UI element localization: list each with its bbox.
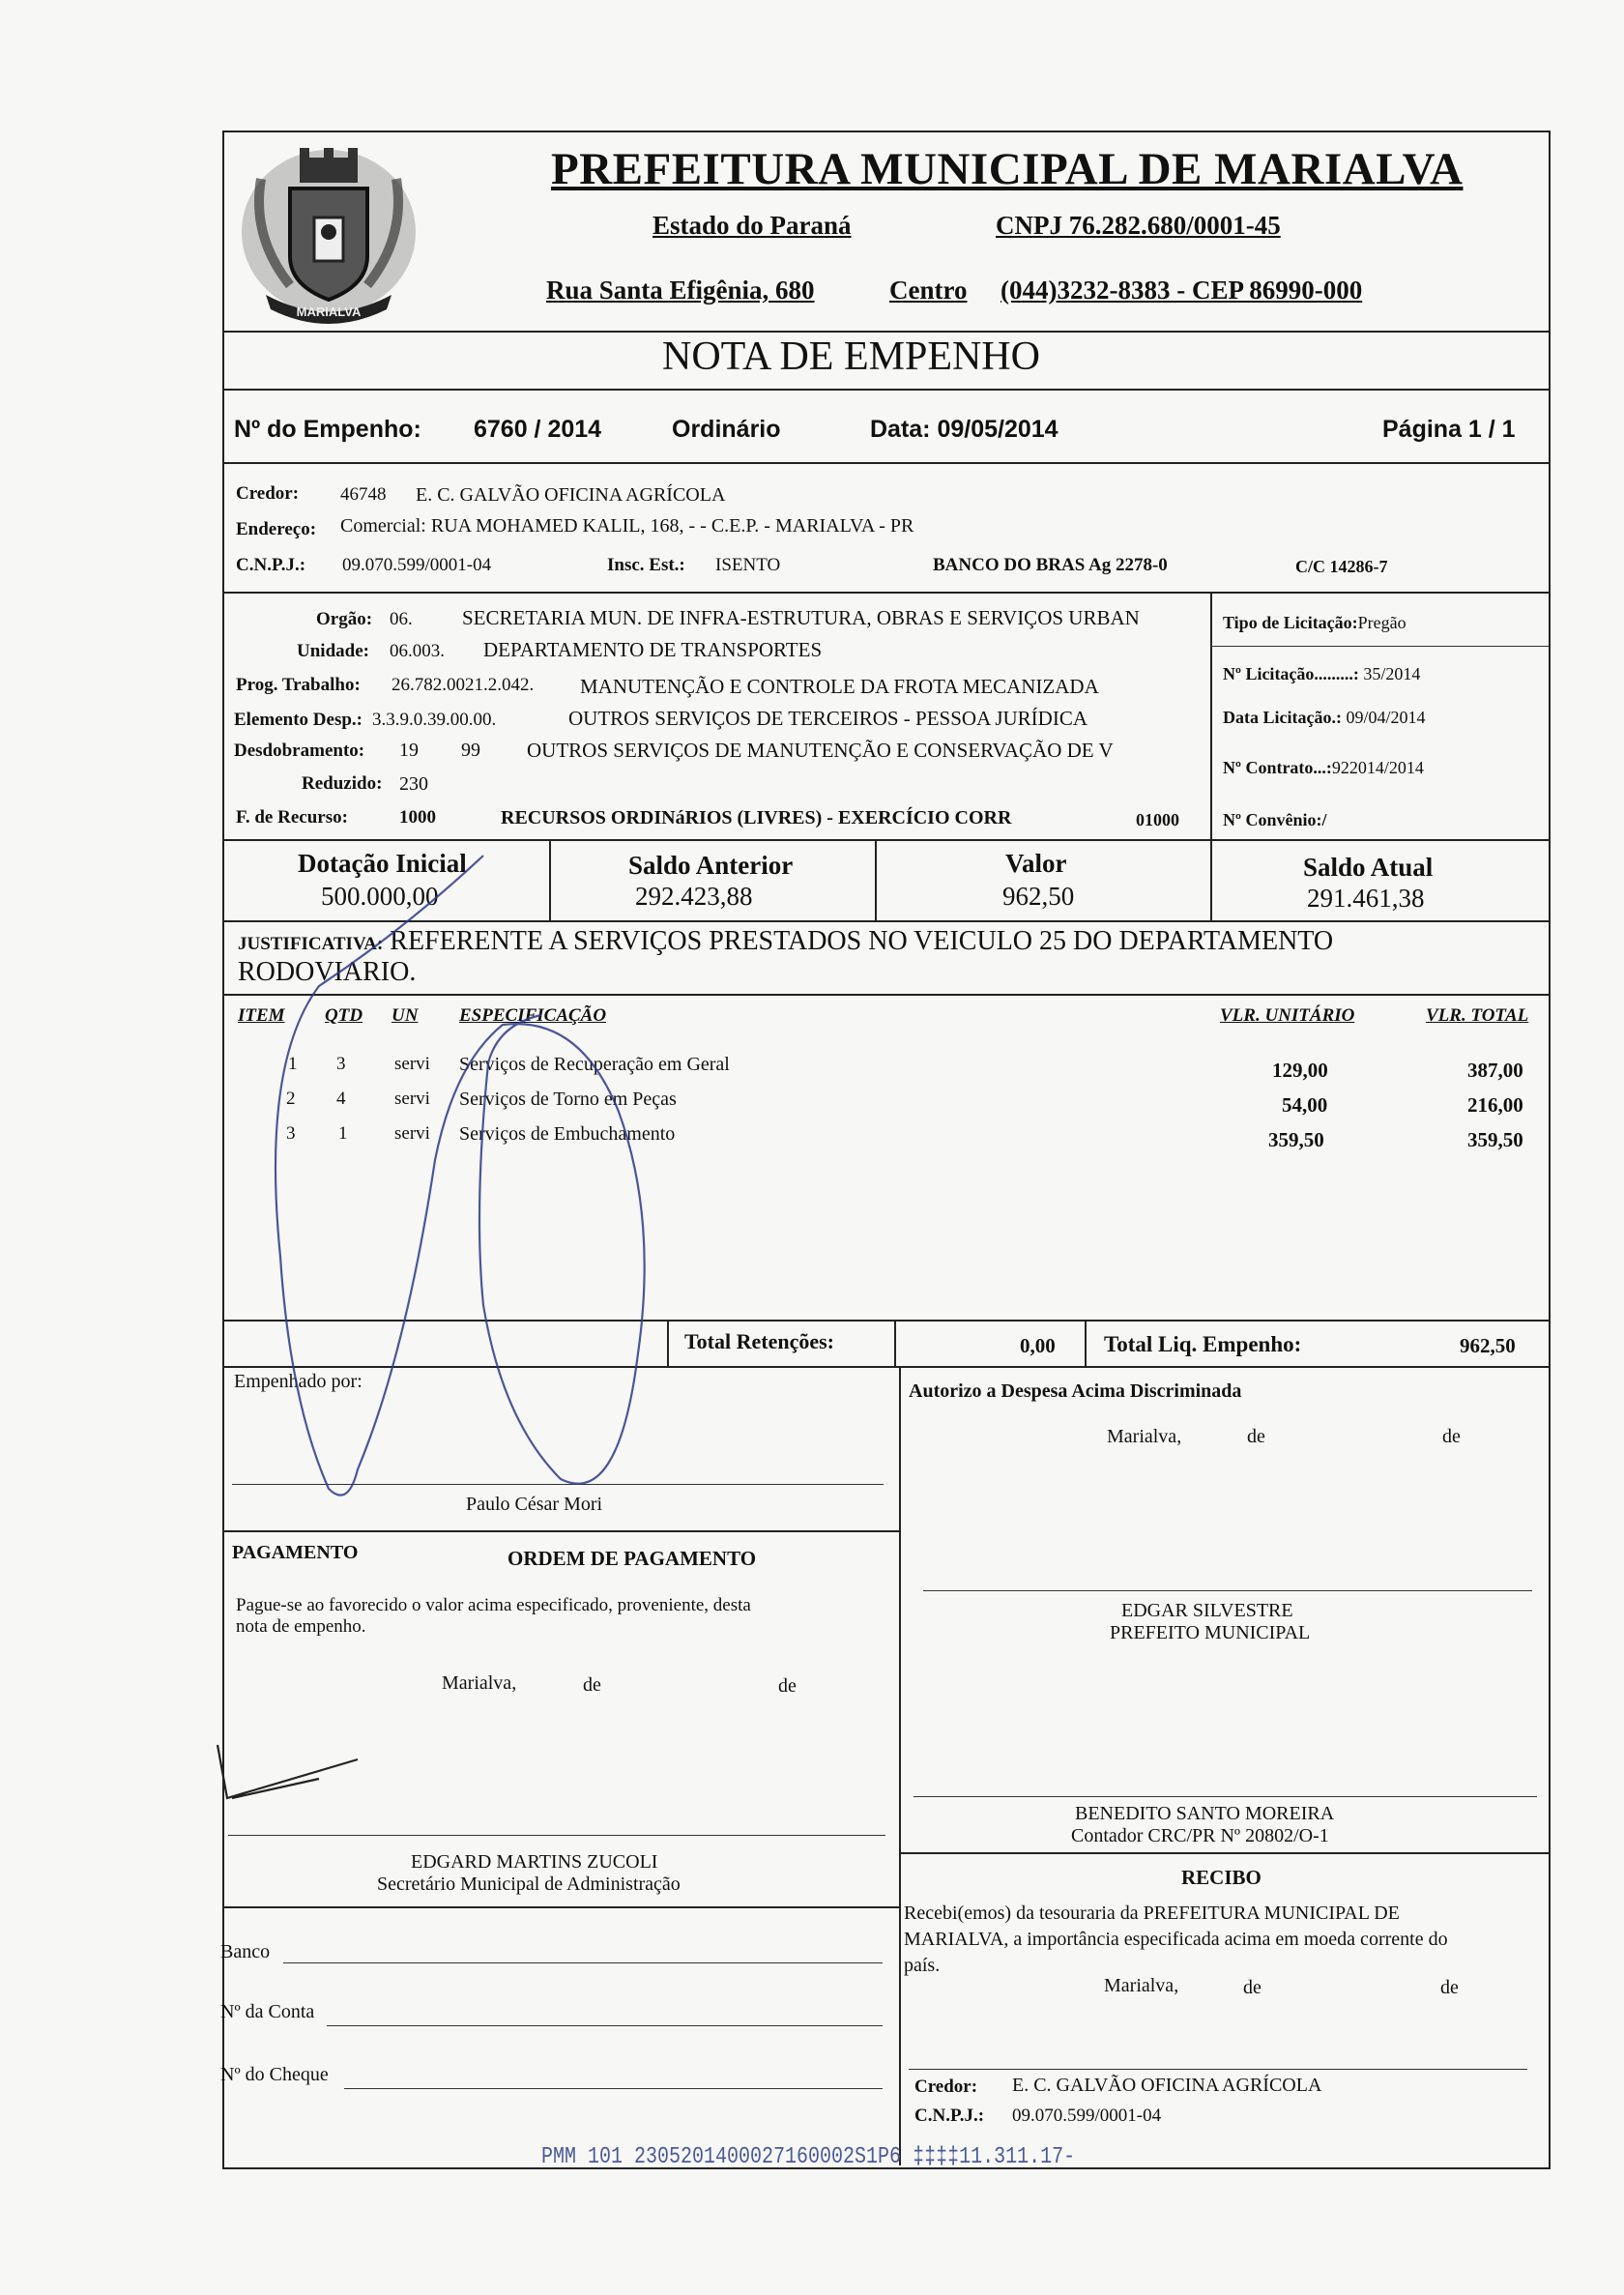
state-label: Estado do Paraná	[652, 211, 852, 240]
contador-name: BENEDITO SANTO MOREIRA	[1075, 1803, 1335, 1824]
crest-label: MARIALVA	[296, 305, 362, 319]
pagamento-de1: de	[583, 1674, 601, 1696]
fonte-number: 01000	[1136, 810, 1179, 829]
endereco-label: Endereço:	[236, 519, 317, 539]
empenho-type: Ordinário	[672, 416, 781, 443]
contrato-label: Nº Contrato...:	[1223, 758, 1332, 777]
footer-credor-name: E. C. GALVÃO OFICINA AGRÍCOLA	[1012, 2075, 1322, 2096]
recibo-de1: de	[1243, 1977, 1262, 1998]
saldo-anterior-label: Saldo Anterior	[628, 851, 794, 880]
address-district: Centro	[889, 276, 968, 305]
contrato-value: 922014/2014	[1331, 758, 1424, 777]
total-liquido-label: Total Liq. Empenho:	[1104, 1332, 1302, 1356]
dotacao-label: Dotação Inicial	[298, 849, 467, 878]
prog-code: 26.782.0021.2.042.	[392, 675, 535, 695]
row-qtd: 4	[336, 1089, 346, 1109]
desdobramento-code1: 19	[399, 740, 419, 761]
empenho-date: Data: 09/05/2014	[870, 416, 1058, 443]
fonte-code: 1000	[399, 807, 436, 828]
empenhado-signer: Paulo César Mori	[466, 1494, 603, 1515]
fonte-label: F. de Recurso:	[236, 807, 348, 828]
prog-desc: MANUTENÇÃO E CONTROLE DA FROTA MECANIZADA	[580, 675, 1099, 698]
pagamento-text2: nota de empenho.	[236, 1616, 366, 1637]
address-street: Rua Santa Efigênia, 680	[546, 276, 815, 305]
autorizo-city: Marialva,	[1107, 1426, 1182, 1447]
recibo-de2: de	[1440, 1977, 1459, 1998]
insc-label: Insc. Est.:	[607, 555, 685, 575]
desdobramento-code2: 99	[461, 740, 480, 761]
autorizo-de1: de	[1247, 1426, 1265, 1447]
fonte-desc: RECURSOS ORDINáRIOS (LIVRES) - EXERCÍCIO CORR	[501, 807, 1012, 828]
convenio: Nº Convênio:/	[1223, 810, 1327, 829]
elemento-code: 3.3.9.0.39.00.00.	[372, 710, 497, 730]
valor-value: 962,50	[1002, 882, 1075, 911]
tipo-licitacao-label-text: Tipo de Licitação:	[1223, 613, 1358, 632]
empenho-number: 6760 / 2014	[474, 416, 602, 443]
row-especificacao: Serviços de Torno em Peças	[459, 1089, 677, 1110]
empenho-number-label: Nº do Empenho:	[234, 416, 421, 443]
row-un: servi	[394, 1054, 430, 1074]
unidade-desc: DEPARTAMENTO DE TRANSPORTES	[483, 638, 823, 661]
row-item: 2	[286, 1089, 296, 1109]
pagamento-city: Marialva,	[442, 1672, 517, 1694]
recibo-line1: Recebi(emos) da tesouraria da PREFEITURA MUNICIPAL DE	[904, 1903, 1400, 1924]
secretario-title: Secretário Municipal de Administração	[377, 1874, 681, 1895]
contador-title: Contador CRC/PR Nº 20802/O-1	[1071, 1825, 1329, 1846]
municipality-title: PREFEITURA MUNICIPAL DE MARIALVA	[551, 144, 1464, 194]
row-unitario: 129,00	[1272, 1059, 1328, 1082]
elemento-desc: OUTROS SERVIÇOS DE TERCEIROS - PESSOA JURÍDICA	[568, 707, 1088, 730]
justificativa-text1: REFERENTE A SERVIÇOS PRESTADOS NO VEICULO 25 DO DEPARTAMENTO	[390, 926, 1334, 956]
row-total: 359,50	[1467, 1128, 1523, 1151]
recibo-label: RECIBO	[1181, 1866, 1262, 1889]
col-qtd: QTD	[325, 1005, 363, 1026]
row-un: servi	[394, 1123, 430, 1144]
saldo-anterior-value: 292.423,88	[635, 882, 753, 911]
justificativa-line2: RODOVIARIO.	[238, 957, 417, 987]
num-licitacao-value: 35/2014	[1363, 664, 1421, 683]
row-unitario: 54,00	[1282, 1093, 1328, 1117]
row-item: 3	[286, 1123, 296, 1144]
credor-name: E. C. GALVÃO OFICINA AGRÍCOLA	[416, 484, 726, 506]
desdobramento-desc: OUTROS SERVIÇOS DE MANUTENÇÃO E CONSERVAÇÃO DE V	[527, 739, 1114, 762]
prefeito-name: EDGAR SILVESTRE	[1121, 1600, 1293, 1621]
row-especificacao: Serviços de Recuperação em Geral	[459, 1054, 730, 1075]
autorizo-de2: de	[1442, 1426, 1461, 1447]
secretario-name: EDGARD MARTINS ZUCOLI	[411, 1851, 658, 1873]
elemento-label: Elemento Desp.:	[234, 710, 362, 730]
data-licitacao-label: Data Licitação.:	[1223, 708, 1342, 727]
reduzido-code: 230	[399, 773, 428, 795]
credor-label: Credor:	[236, 483, 300, 504]
prog-label: Prog. Trabalho:	[236, 675, 361, 695]
orgao-label: Orgão:	[316, 609, 373, 629]
col-unitario: VLR. UNITÁRIO	[1220, 1005, 1355, 1026]
conta-label: Nº da Conta	[220, 2001, 315, 2022]
dotacao-value: 500.000,00	[321, 882, 439, 911]
desdobramento-label: Desdobramento:	[234, 741, 365, 761]
ordem-pagamento-label: ORDEM DE PAGAMENTO	[508, 1547, 757, 1570]
insc-value: ISENTO	[715, 555, 781, 575]
endereco: Comercial: RUA MOHAMED KALIL, 168, - - C.E.P. - MARIALVA - PR	[340, 515, 914, 537]
justificativa-label: JUSTIFICATIVA:	[238, 934, 384, 954]
prefeito-title: PREFEITO MUNICIPAL	[1110, 1622, 1311, 1643]
credor-cnpj: 09.070.599/0001-04	[342, 555, 492, 575]
bank-account: C/C 14286-7	[1295, 557, 1388, 576]
saldo-atual-label: Saldo Atual	[1303, 853, 1434, 882]
footer-cnpj-value: 09.070.599/0001-04	[1012, 2106, 1162, 2126]
autorizo-label: Autorizo a Despesa Acima Discriminada	[909, 1380, 1242, 1402]
tipo-licitacao-value: Pregão	[1357, 613, 1406, 632]
unidade-code: 06.003.	[390, 641, 445, 661]
row-qtd: 1	[338, 1123, 348, 1144]
empenhado-label: Empenhado por:	[234, 1371, 362, 1392]
total-retencoes-value: 0,00	[1020, 1334, 1056, 1357]
banco-label: Banco	[220, 1941, 271, 1962]
row-total: 216,00	[1467, 1093, 1523, 1117]
reduzido-label: Reduzido:	[302, 773, 383, 794]
valor-label: Valor	[1005, 849, 1067, 878]
bank-stamp: PMM 101 2305201400027160002S1P6 ‡‡‡‡11.311.17-	[541, 2143, 1076, 2171]
col-un: UN	[392, 1005, 419, 1026]
page-number: Página 1 / 1	[1382, 416, 1516, 443]
document-title: NOTA DE EMPENHO	[662, 334, 1040, 379]
saldo-atual-value: 291.461,38	[1307, 884, 1425, 913]
orgao-code: 06.	[390, 609, 413, 629]
row-especificacao: Serviços de Embuchamento	[459, 1123, 676, 1145]
pagamento-text1: Pague-se ao favorecido o valor acima especificado, proveniente, desta	[236, 1595, 751, 1615]
municipality-cnpj: CNPJ 76.282.680/0001-45	[996, 211, 1281, 240]
credor-code: 46748	[340, 484, 387, 505]
col-especificacao: ESPECIFICAÇÃO	[459, 1005, 607, 1026]
pagamento-de2: de	[778, 1675, 797, 1697]
footer-credor-label: Credor:	[914, 2077, 978, 2097]
phone-cep: (044)3232-8383 - CEP 86990-000	[1000, 276, 1363, 305]
row-item: 1	[288, 1054, 298, 1074]
col-total: VLR. TOTAL	[1426, 1005, 1529, 1026]
row-un: servi	[394, 1089, 430, 1109]
orgao-desc: SECRETARIA MUN. DE INFRA-ESTRUTURA, OBRAS E SERVIÇOS URBAN	[462, 606, 1140, 629]
row-unitario: 359,50	[1268, 1128, 1324, 1151]
recibo-city: Marialva,	[1104, 1975, 1179, 1996]
footer-cnpj-label: C.N.P.J.:	[914, 2106, 985, 2126]
total-liquido-value: 962,50	[1460, 1334, 1516, 1357]
col-item: ITEM	[238, 1005, 285, 1026]
recibo-line2: MARIALVA, a importância especificada acima em moeda corrente do	[904, 1929, 1448, 1950]
cheque-label: Nº do Cheque	[220, 2064, 329, 2085]
pagamento-label: PAGAMENTO	[232, 1542, 359, 1563]
data-licitacao-value: 09/04/2014	[1346, 708, 1426, 727]
row-qtd: 3	[336, 1054, 346, 1074]
row-total: 387,00	[1467, 1059, 1523, 1082]
recibo-line3: país.	[904, 1955, 941, 1976]
unidade-label: Unidade:	[297, 641, 369, 661]
bank-agency: BANCO DO BRAS Ag 2278-0	[933, 555, 1168, 575]
total-retencoes-label: Total Retenções:	[684, 1329, 834, 1353]
cnpj-label: C.N.P.J.:	[236, 555, 306, 575]
num-licitacao-label: Nº Licitação.........:	[1223, 664, 1359, 683]
